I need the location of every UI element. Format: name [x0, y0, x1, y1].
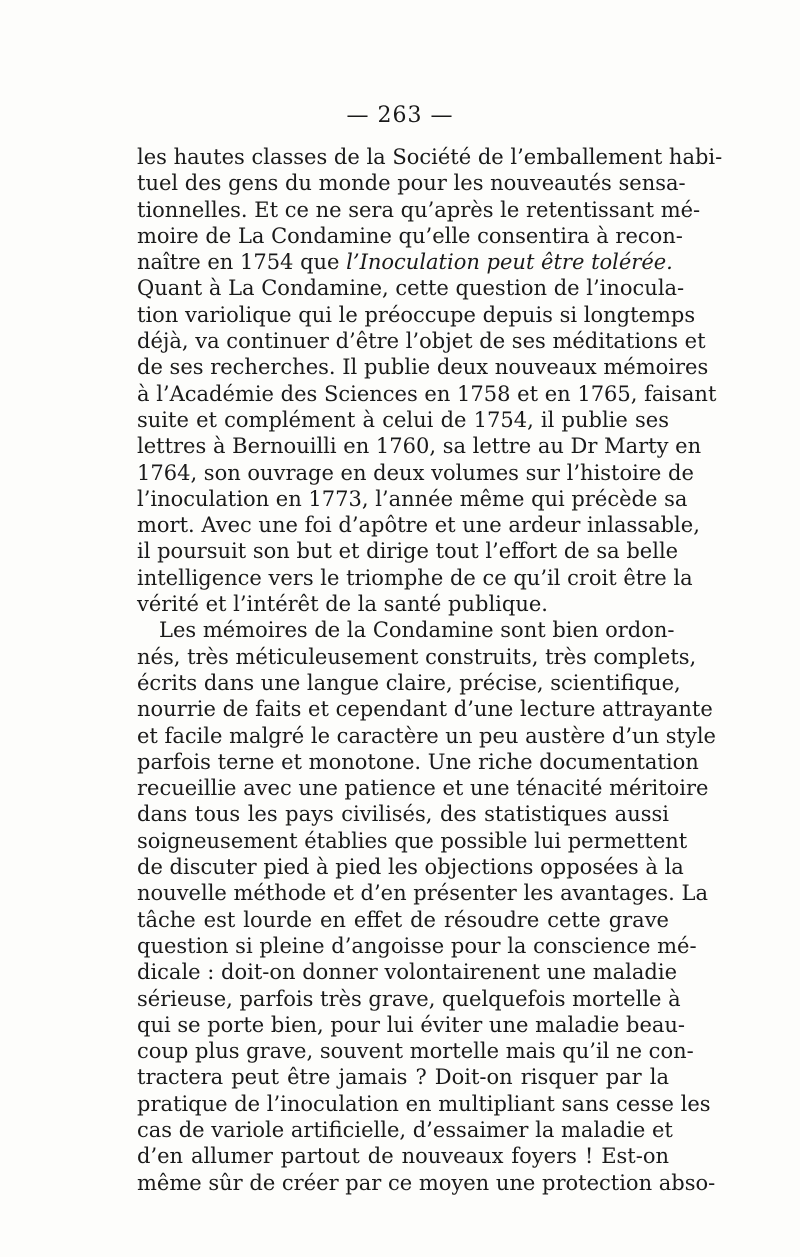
text-line — [137, 1170, 716, 1196]
text-line-content: Les mémoires de la Condamine sont bien ordon- — [159, 618, 675, 643]
text-line — [137, 1038, 694, 1064]
text-line-content: de discuter pied à pied les objections opposées à la — [137, 855, 684, 880]
text-line-content: nouvelle méthode et d’en présenter les avantages. La — [137, 881, 708, 906]
text-line-content: moire de La Condamine qu’elle consentira à recon- — [137, 223, 683, 248]
text-line — [137, 880, 708, 906]
text-line — [137, 170, 686, 196]
text-line — [137, 775, 709, 801]
page-number: — 263 — — [346, 103, 454, 128]
text-line — [137, 223, 683, 249]
text-line — [137, 591, 669, 617]
text-line — [137, 486, 688, 512]
text-line — [137, 749, 699, 775]
text-line-content: Quant à La Condamine, cette question de l’inocula- — [137, 276, 685, 301]
italic-phrase: l’Inoculation peut être tolérée. — [346, 250, 673, 275]
text-line — [137, 407, 669, 433]
text-line-content: qui se porte bien, pour lui éviter une maladie beau- — [137, 1012, 686, 1037]
text-line-content: même sûr de créer par ce moyen une protection abso- — [137, 1170, 716, 1195]
text-line-content: pratique de l’inoculation en multipliant sans cesse les — [137, 1091, 711, 1116]
text-line-content: cas de variole artificielle, d’essaimer la maladie et — [137, 1117, 673, 1142]
text-line-content: les hautes classes de la Société de l’emballement habi- — [137, 145, 723, 169]
text-line — [137, 801, 669, 827]
text-line — [137, 723, 716, 749]
text-line — [137, 249, 673, 275]
text-line-content: à l’Académie des Sciences en 1758 et en 1765, faisant — [137, 381, 717, 406]
text-line — [137, 1012, 686, 1038]
text-line — [137, 354, 709, 380]
text-line — [137, 907, 669, 933]
text-line-content: tionnelles. Et ce ne sera qu’après le retentissant mé- — [137, 197, 701, 222]
text-line — [137, 381, 717, 407]
text-line — [137, 696, 713, 722]
text-line — [137, 617, 675, 643]
text-line — [137, 565, 693, 591]
text-line-content: recueillie avec une patience et une ténacité méritoire — [137, 776, 709, 801]
text-line-content: d’en allumer partout de nouveaux foyers ! Est-on — [137, 1144, 669, 1169]
text-line — [137, 433, 702, 459]
text-line — [137, 644, 697, 670]
text-line-content: tâche est lourde en effet de résoudre cette grave — [137, 907, 669, 932]
text-line-content: dicale : doit-on donner volontairenent une maladie — [137, 960, 678, 985]
text-line-content: coup plus grave, souvent mortelle mais qu’il ne con- — [137, 1039, 694, 1064]
text-line-content: tractera peut être jamais ? Doit-on risquer par la — [137, 1065, 669, 1090]
text-line-content: de ses recherches. Il publie deux nouveaux mémoires — [137, 355, 709, 380]
text-line-content: il poursuit son but et dirige tout l’effort de sa belle — [137, 539, 679, 564]
text-line-content: lettres à Bernouilli en 1760, sa lettre au Dr Marty en — [137, 434, 702, 459]
text-line-content: nés, très méticuleusement construits, très complets, — [137, 644, 697, 669]
text-line-content: intelligence vers le triomphe de ce qu’il croit être la — [137, 565, 693, 590]
text-line-content: suite et complément à celui de 1754, il publie ses — [137, 407, 669, 432]
text-line-content: tuel des gens du monde pour les nouveautés sensa- — [137, 171, 686, 196]
text-line — [137, 986, 681, 1012]
text-line — [137, 460, 694, 486]
text-line — [137, 197, 701, 223]
text-line — [137, 1091, 711, 1117]
text-line-content: naître en 1754 que — [137, 250, 347, 275]
text-line-content: question si pleine d’angoisse pour la conscience mé- — [137, 933, 697, 958]
text-line — [137, 302, 696, 328]
text-line-content: sérieuse, parfois très grave, quelquefois mortelle à — [137, 986, 681, 1011]
body-text — [137, 144, 723, 1196]
text-line — [137, 1064, 669, 1090]
text-line-content: écrits dans une langue claire, précise, scientifique, — [137, 670, 681, 695]
text-line — [137, 144, 723, 170]
text-line-content: l’inoculation en 1773, l’année même qui précède sa — [137, 486, 688, 511]
text-line — [137, 328, 706, 354]
text-line-content: vérité et l’intérêt de la santé publique. — [137, 592, 548, 617]
text-line — [137, 828, 688, 854]
text-line-content: déjà, va continuer d’être l’objet de ses méditations et — [137, 329, 706, 354]
text-line — [137, 1143, 669, 1169]
text-line-content: dans tous les pays civilisés, des statistiques aussi — [137, 802, 669, 827]
text-line-content: soigneusement établies que possible lui permettent — [137, 828, 688, 853]
text-line-content: tion variolique qui le préoccupe depuis si longtemps — [137, 302, 696, 327]
text-line-content: et facile malgré le caractère un peu austère d’un style — [137, 723, 716, 748]
text-line — [137, 854, 684, 880]
text-line — [137, 959, 678, 985]
text-line-content: mort. Avec une foi d’apôtre et une ardeur inlassable, — [137, 513, 700, 538]
text-line — [137, 933, 697, 959]
text-line — [137, 275, 685, 301]
text-line-content: 1764, son ouvrage en deux volumes sur l’histoire de — [137, 460, 694, 485]
text-line — [137, 512, 700, 538]
text-line-content: parfois terne et monotone. Une riche documentation — [137, 749, 699, 774]
text-line — [137, 538, 679, 564]
text-line — [137, 670, 681, 696]
text-line — [137, 1117, 673, 1143]
text-line-content: nourrie de faits et cependant d’une lecture attrayante — [137, 697, 713, 722]
